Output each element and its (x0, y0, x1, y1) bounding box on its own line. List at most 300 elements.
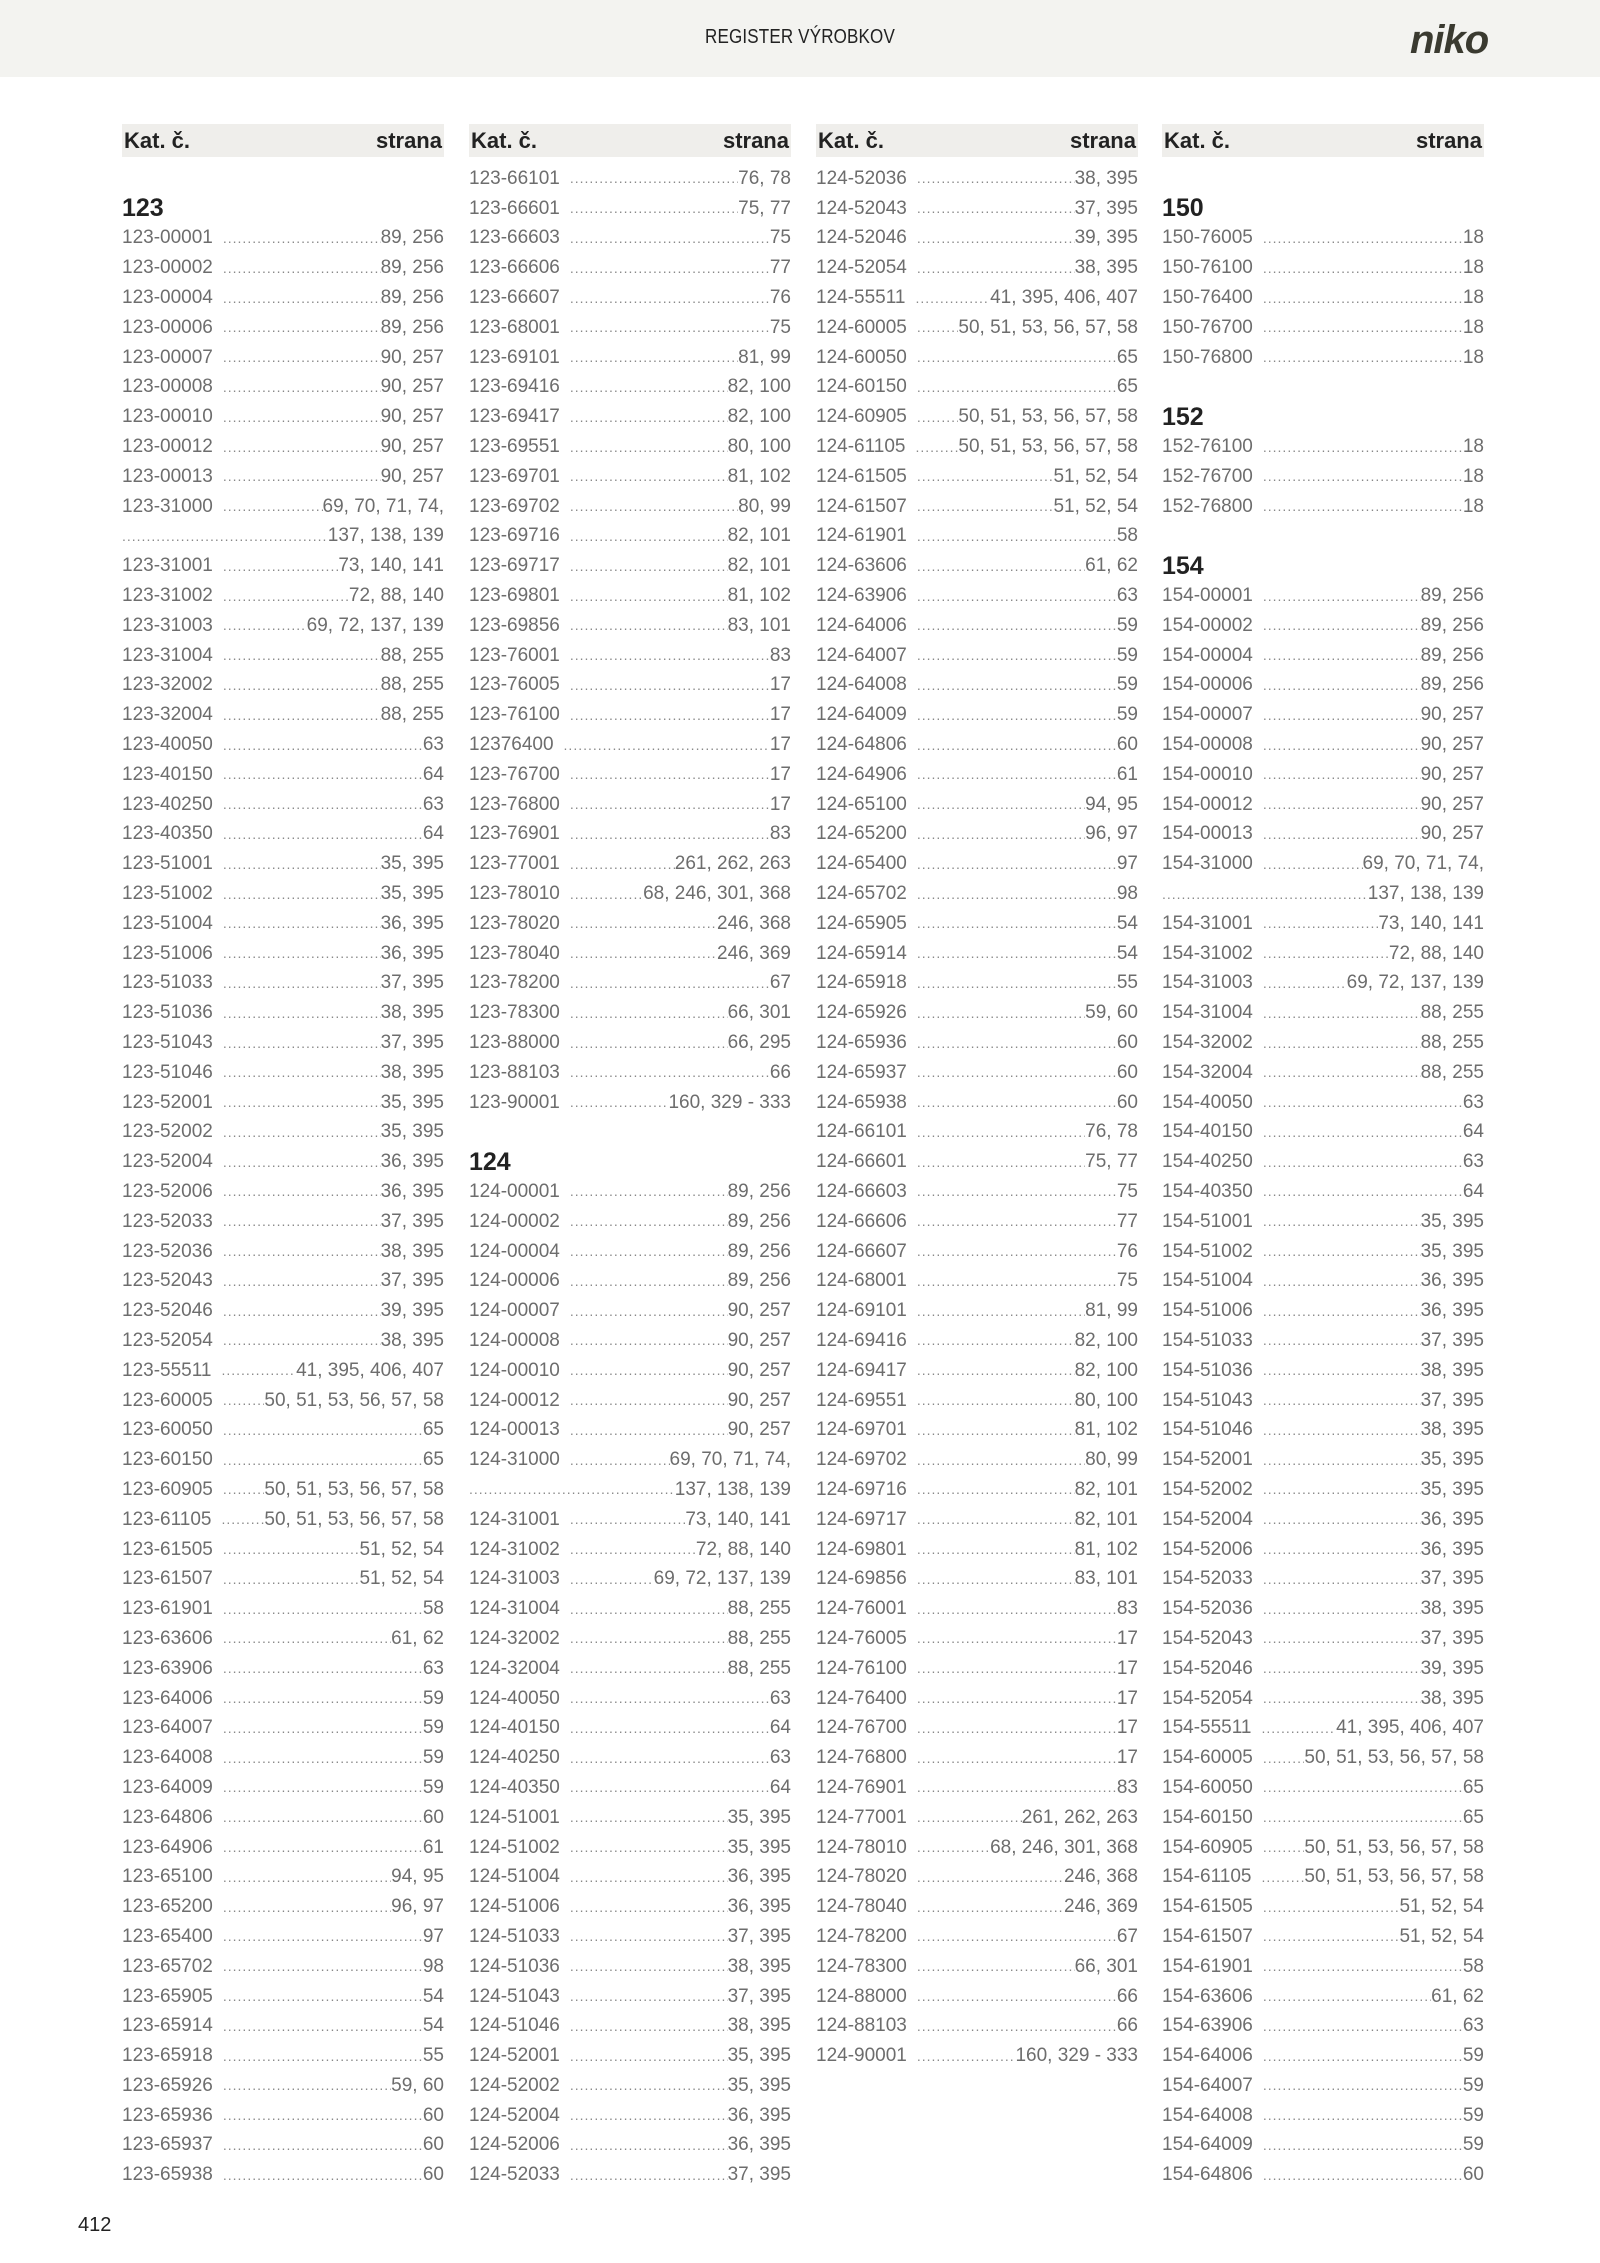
leader-dots (917, 706, 1117, 725)
index-entry (122, 1118, 444, 1148)
page-references: 137, 138, 139 (327, 525, 444, 547)
page-references: 60 (1116, 1091, 1138, 1113)
catalog-number: 123-64006 (122, 1687, 213, 1709)
leader-dots (570, 1421, 728, 1440)
catalog-number: 123-65702 (122, 1955, 213, 1977)
index-entry (469, 1892, 791, 1922)
page-references: 54 (422, 2015, 444, 2037)
index-entry (816, 224, 1138, 254)
catalog-number: 123-90001 (469, 1091, 560, 1113)
index-entry (1162, 1982, 1484, 2012)
leader-dots (917, 1034, 1117, 1053)
index-entry (1162, 1475, 1484, 1505)
leader-dots (570, 1570, 654, 1589)
page-references: 89, 256 (1420, 644, 1484, 666)
page-references: 90, 257 (380, 376, 444, 398)
leader-dots (570, 1898, 728, 1917)
catalog-number: 124-65400 (816, 853, 907, 875)
leader-dots (1263, 1629, 1421, 1648)
catalog-number: 123-69551 (469, 436, 560, 458)
index-entry (122, 909, 444, 939)
index-entry (816, 1773, 1138, 1803)
index-entry (1162, 1564, 1484, 1594)
index-entry (469, 1982, 791, 2012)
page-references: 65 (1462, 1776, 1484, 1798)
index-entry (122, 402, 444, 432)
leader-dots (570, 169, 738, 188)
catalog-number: 124-00001 (469, 1180, 560, 1202)
catalog-number: 123-69716 (469, 525, 560, 547)
leader-dots (917, 348, 1117, 367)
leader-dots (1263, 229, 1463, 248)
index-entry (469, 1207, 791, 1237)
index-entry (469, 1862, 791, 1892)
leader-dots (570, 1361, 728, 1380)
leader-dots (223, 1153, 381, 1172)
index-entry (1162, 313, 1484, 343)
page-references: 90, 257 (727, 1389, 791, 1411)
catalog-number: 154-52046 (1162, 1657, 1253, 1679)
page-references: 63 (1462, 1091, 1484, 1113)
catalog-number: 124-69716 (816, 1478, 907, 1500)
leader-dots (570, 2017, 728, 2036)
index-entry (122, 1982, 444, 2012)
catalog-number: 154-63906 (1162, 2015, 1253, 2037)
index-entry (469, 849, 791, 879)
leader-dots (1263, 1689, 1421, 1708)
leader-dots (570, 289, 770, 308)
index-entry (816, 164, 1138, 194)
leader-dots (223, 2166, 423, 2185)
leader-dots (1263, 1361, 1421, 1380)
catalog-number: 123-68001 (469, 316, 560, 338)
leader-dots (570, 2076, 728, 2095)
catalog-number: 123-77001 (469, 853, 560, 875)
catalog-number: 124-00006 (469, 1270, 560, 1292)
index-entry (816, 1207, 1138, 1237)
page-references: 35, 395 (1420, 1449, 1484, 1471)
page-header-label: strana (722, 127, 789, 153)
index-entry (816, 1684, 1138, 1714)
catalog-number: 123-52006 (122, 1180, 213, 1202)
catalog-number: 123-69416 (469, 376, 560, 398)
leader-dots (917, 736, 1117, 755)
leader-dots (570, 1063, 770, 1082)
leader-dots (223, 1331, 381, 1350)
index-entry (469, 343, 791, 373)
leader-dots (223, 1838, 423, 1857)
index-entry (1162, 1654, 1484, 1684)
page-references: 36, 395 (380, 1151, 444, 1173)
index-entry (122, 790, 444, 820)
leader-dots (917, 825, 1085, 844)
index-entry (469, 998, 791, 1028)
blank-row (122, 164, 444, 194)
leader-dots (1263, 825, 1421, 844)
index-entry (122, 1088, 444, 1118)
leader-dots (1263, 1123, 1463, 1142)
page-references: 36, 395 (1420, 1270, 1484, 1292)
catalog-number: 124-64906 (816, 763, 907, 785)
index-entry (469, 1803, 791, 1833)
page-references: 35, 395 (727, 2045, 791, 2067)
leader-dots (1263, 1898, 1400, 1917)
index-entry (1162, 1833, 1484, 1863)
page-references: 35, 395 (727, 1806, 791, 1828)
index-entry (816, 343, 1138, 373)
page-references: 37, 395 (1420, 1568, 1484, 1590)
catalog-number: 123-52033 (122, 1210, 213, 1232)
leader-dots (917, 1063, 1117, 1082)
leader-dots (223, 1004, 381, 1023)
index-entry (816, 671, 1138, 701)
leader-dots (1263, 2017, 1463, 2036)
index-entry (816, 849, 1138, 879)
index-entry (816, 253, 1138, 283)
leader-dots (570, 438, 728, 457)
page-references: 39, 395 (1420, 1657, 1484, 1679)
catalog-number: 123-60050 (122, 1419, 213, 1441)
leader-dots (915, 438, 958, 457)
index-entry (1162, 820, 1484, 850)
page-references: 35, 395 (1420, 1210, 1484, 1232)
index-entry (1162, 2011, 1484, 2041)
page-references: 60 (1116, 1032, 1138, 1053)
catalog-number: 123-69856 (469, 614, 560, 636)
catalog-number: 123-78020 (469, 912, 560, 934)
leader-dots (221, 1361, 296, 1380)
catalog-number: 154-60050 (1162, 1776, 1253, 1798)
leader-dots (570, 1600, 728, 1619)
leader-dots (917, 1659, 1117, 1678)
page-references: 38, 395 (1420, 1687, 1484, 1709)
leader-dots (917, 169, 1075, 188)
index-entry (1162, 700, 1484, 730)
leader-dots (223, 2017, 423, 2036)
index-entry (469, 1713, 791, 1743)
leader-dots (223, 1749, 423, 1768)
leader-dots (917, 1719, 1117, 1738)
leader-dots (917, 408, 959, 427)
catalog-number: 124-88000 (816, 1985, 907, 2007)
leader-dots (1263, 438, 1463, 457)
page-references: 80, 100 (727, 436, 791, 458)
catalog-number: 154-31003 (1162, 972, 1253, 994)
index-entry (469, 1833, 791, 1863)
leader-dots (570, 1778, 770, 1797)
catalog-number: 154-31000 (1162, 853, 1253, 875)
leader-dots (570, 1212, 728, 1231)
catalog-number: 123-00008 (122, 376, 213, 398)
column-header (816, 124, 1138, 157)
page-references: 83, 101 (1074, 1568, 1138, 1590)
page-references: 246, 369 (717, 942, 791, 964)
index-entry (469, 909, 791, 939)
leader-dots (917, 199, 1075, 218)
leader-dots (223, 438, 381, 457)
catalog-number: 154-40050 (1162, 1091, 1253, 1113)
catalog-number: 123-65926 (122, 2074, 213, 2096)
catalog-number: 124-64006 (816, 614, 907, 636)
catalog-number: 123-31002 (122, 585, 213, 607)
leader-dots (1263, 1600, 1421, 1619)
page-references: 82, 100 (1074, 1359, 1138, 1381)
catalog-number: 154-40150 (1162, 1121, 1253, 1143)
index-entry (122, 2131, 444, 2161)
index-entry (469, 1266, 791, 1296)
index-entry (122, 879, 444, 909)
catalog-number: 124-52001 (469, 2045, 560, 2067)
catalog-number: 154-00001 (1162, 585, 1253, 607)
page-references: 88, 255 (1420, 1002, 1484, 1024)
page-references: 76 (1116, 1240, 1138, 1262)
page-references: 137, 138, 139 (674, 1478, 791, 1500)
index-entry (469, 551, 791, 581)
leader-dots (1263, 1331, 1421, 1350)
catalog-number: 123-31004 (122, 644, 213, 666)
leader-dots (1263, 1063, 1421, 1082)
catalog-number: 124-61901 (816, 525, 907, 547)
page-references: 90, 257 (727, 1359, 791, 1381)
page-references: 37, 395 (380, 1270, 444, 1292)
page-references: 59 (422, 1747, 444, 1769)
leader-dots (1263, 1987, 1431, 2006)
page-references: 63 (1462, 1151, 1484, 1173)
page-header (0, 0, 1600, 77)
index-entry (1162, 2160, 1484, 2190)
leader-dots (917, 259, 1075, 278)
catalog-number: 123-32002 (122, 674, 213, 696)
catalog-number: 124-90001 (816, 2045, 907, 2067)
index-entry (1162, 581, 1484, 611)
page-references: 69, 70, 71, 74, (322, 495, 444, 517)
index-entry (816, 1982, 1138, 2012)
catalog-number: 123-40050 (122, 734, 213, 756)
index-entry (816, 760, 1138, 790)
catalog-number: 154-55511 (1162, 1717, 1252, 1739)
catalog-number: 154-52002 (1162, 1478, 1253, 1500)
leader-dots (223, 467, 381, 486)
leader-dots (570, 765, 770, 784)
page-references: 94, 95 (391, 1866, 444, 1888)
leader-dots (570, 974, 770, 993)
catalog-number: 154-51043 (1162, 1389, 1253, 1411)
index-column (122, 124, 444, 2190)
catalog-number: 124-51006 (469, 1896, 560, 1918)
leader-dots (1263, 736, 1421, 755)
page-references: 69, 70, 71, 74, (1362, 853, 1484, 875)
leader-dots (917, 1898, 1064, 1917)
catalog-number: 123-65938 (122, 2164, 213, 2186)
index-entry (469, 1564, 791, 1594)
index-entry (122, 462, 444, 492)
page-references: 65 (1116, 376, 1138, 398)
page-references: 59 (422, 1687, 444, 1709)
catalog-number: 123-65936 (122, 2104, 213, 2126)
leader-dots (917, 1600, 1117, 1619)
index-entry (816, 1356, 1138, 1386)
leader-dots (223, 1778, 423, 1797)
page-references: 66, 295 (727, 1032, 791, 1053)
page-references: 50, 51, 53, 56, 57, 58 (264, 1508, 444, 1530)
leader-dots (1263, 2136, 1463, 2155)
page-references: 81, 102 (1074, 1419, 1138, 1441)
index-entry (122, 522, 444, 552)
leader-dots (917, 1749, 1117, 1768)
page-references: 69, 72, 137, 139 (1346, 972, 1484, 994)
page-references: 65 (422, 1419, 444, 1441)
index-entry (469, 1505, 791, 1535)
catalog-number: 123-65400 (122, 1925, 213, 1947)
catalog-number: 123-51006 (122, 942, 213, 964)
index-entry (816, 1237, 1138, 1267)
index-entry (122, 641, 444, 671)
index-entry (122, 313, 444, 343)
page-references: 51, 52, 54 (1399, 1896, 1484, 1918)
leader-dots (570, 944, 717, 963)
catalog-number: 123-66606 (469, 257, 560, 279)
index-entry (1162, 611, 1484, 641)
page-references: 89, 256 (727, 1180, 791, 1202)
catalog-number: 123-65914 (122, 2015, 213, 2037)
page-references: 88, 255 (1420, 1061, 1484, 1083)
leader-dots (917, 1629, 1117, 1648)
page-references: 38, 395 (380, 1240, 444, 1262)
catalog-number: 154-61507 (1162, 1925, 1253, 1947)
blank-row (1162, 522, 1484, 552)
leader-dots (1263, 795, 1421, 814)
leader-dots (915, 289, 990, 308)
index-entry (469, 373, 791, 403)
catalog-number: 123-88103 (469, 1061, 560, 1083)
index-entry (122, 1624, 444, 1654)
catalog-number: 123-51046 (122, 1061, 213, 1083)
catalog-number: 154-00007 (1162, 704, 1253, 726)
index-entry (816, 1296, 1138, 1326)
leader-dots (570, 1272, 728, 1291)
catalog-number: 124-40250 (469, 1747, 560, 1769)
group-heading: 150 (1162, 194, 1204, 223)
leader-dots (223, 676, 381, 695)
catalog-number: 123-00001 (122, 227, 213, 249)
catalog-number: 154-31002 (1162, 942, 1253, 964)
leader-dots (223, 318, 381, 337)
index-entry (816, 194, 1138, 224)
page-references: 75 (769, 316, 791, 338)
index-entry (1162, 2131, 1484, 2161)
page-references: 35, 395 (727, 1836, 791, 1858)
catalog-number: 152-76100 (1162, 436, 1253, 458)
index-entry (1162, 969, 1484, 999)
index-entry (1162, 760, 1484, 790)
index-entry (469, 402, 791, 432)
page-references: 37, 395 (1420, 1627, 1484, 1649)
index-entry (469, 1684, 791, 1714)
leader-dots (917, 557, 1085, 576)
group-heading: 124 (469, 1147, 511, 1176)
leader-dots (223, 229, 381, 248)
page-references: 90, 257 (727, 1300, 791, 1322)
index-entry (816, 1147, 1138, 1177)
page-references: 59 (422, 1717, 444, 1739)
catalog-number: 154-51004 (1162, 1270, 1253, 1292)
leader-dots (223, 1034, 381, 1053)
catalog-number: 124-52054 (816, 257, 907, 279)
leader-dots (917, 1689, 1117, 1708)
catalog-number: 123-00006 (122, 316, 213, 338)
catalog-number: 124-60150 (816, 376, 907, 398)
page-references: 50, 51, 53, 56, 57, 58 (264, 1478, 444, 1500)
page-references: 54 (1116, 912, 1138, 934)
catalog-number: 154-64007 (1162, 2074, 1253, 2096)
index-entry (469, 760, 791, 790)
page-references: 81, 102 (1074, 1538, 1138, 1560)
page-references: 82, 100 (1074, 1329, 1138, 1351)
page-references: 88, 255 (727, 1657, 791, 1679)
leader-dots (223, 1570, 360, 1589)
page-references: 64 (1462, 1180, 1484, 1202)
catalog-number: 154-64806 (1162, 2164, 1253, 2186)
page-references: 37, 395 (727, 1925, 791, 1947)
page-references: 51, 52, 54 (1399, 1925, 1484, 1947)
catalog-number: 154-51006 (1162, 1300, 1253, 1322)
leader-dots (564, 736, 770, 755)
leader-dots (570, 378, 728, 397)
page-references: 35, 395 (380, 853, 444, 875)
leader-dots (223, 1480, 265, 1499)
page-references: 90, 257 (380, 346, 444, 368)
index-entry (816, 283, 1138, 313)
leader-dots (223, 1242, 381, 1261)
page-references: 89, 256 (727, 1210, 791, 1232)
page-references: 38, 395 (1074, 167, 1138, 189)
catalog-number: 123-52001 (122, 1091, 213, 1113)
page-references: 63 (422, 793, 444, 815)
leader-dots (917, 1242, 1117, 1261)
index-entry (122, 939, 444, 969)
leader-dots (469, 1480, 675, 1499)
catalog-number: 124-00004 (469, 1240, 560, 1262)
leader-dots (223, 1302, 381, 1321)
page-references: 63 (1462, 2015, 1484, 2037)
index-entry (1162, 1266, 1484, 1296)
catalog-number: 123-51001 (122, 853, 213, 875)
page-references: 64 (769, 1717, 791, 1739)
leader-dots (570, 259, 770, 278)
page-references: 38, 395 (1420, 1359, 1484, 1381)
page-references: 81, 99 (738, 346, 791, 368)
catalog-number: 123-00010 (122, 406, 213, 428)
leader-dots (570, 1927, 728, 1946)
leader-dots (1263, 1212, 1421, 1231)
page-references: 83 (769, 644, 791, 666)
index-entry (122, 1266, 444, 1296)
index-entry (469, 283, 791, 313)
catalog-number: 150-76100 (1162, 257, 1253, 279)
catalog-number: 124-31004 (469, 1598, 560, 1620)
catalog-number: 154-52004 (1162, 1508, 1253, 1530)
index-entry (1162, 641, 1484, 671)
leader-dots (1263, 1778, 1463, 1797)
index-entry (1162, 998, 1484, 1028)
page-references: 82, 101 (727, 525, 791, 547)
catalog-number: 123-51002 (122, 883, 213, 905)
leader-dots (570, 1808, 728, 1827)
leader-dots (223, 497, 323, 516)
page-references: 51, 52, 54 (359, 1538, 444, 1560)
page-references: 41, 395, 406, 407 (1336, 1717, 1484, 1739)
catalog-number: 124-64009 (816, 704, 907, 726)
